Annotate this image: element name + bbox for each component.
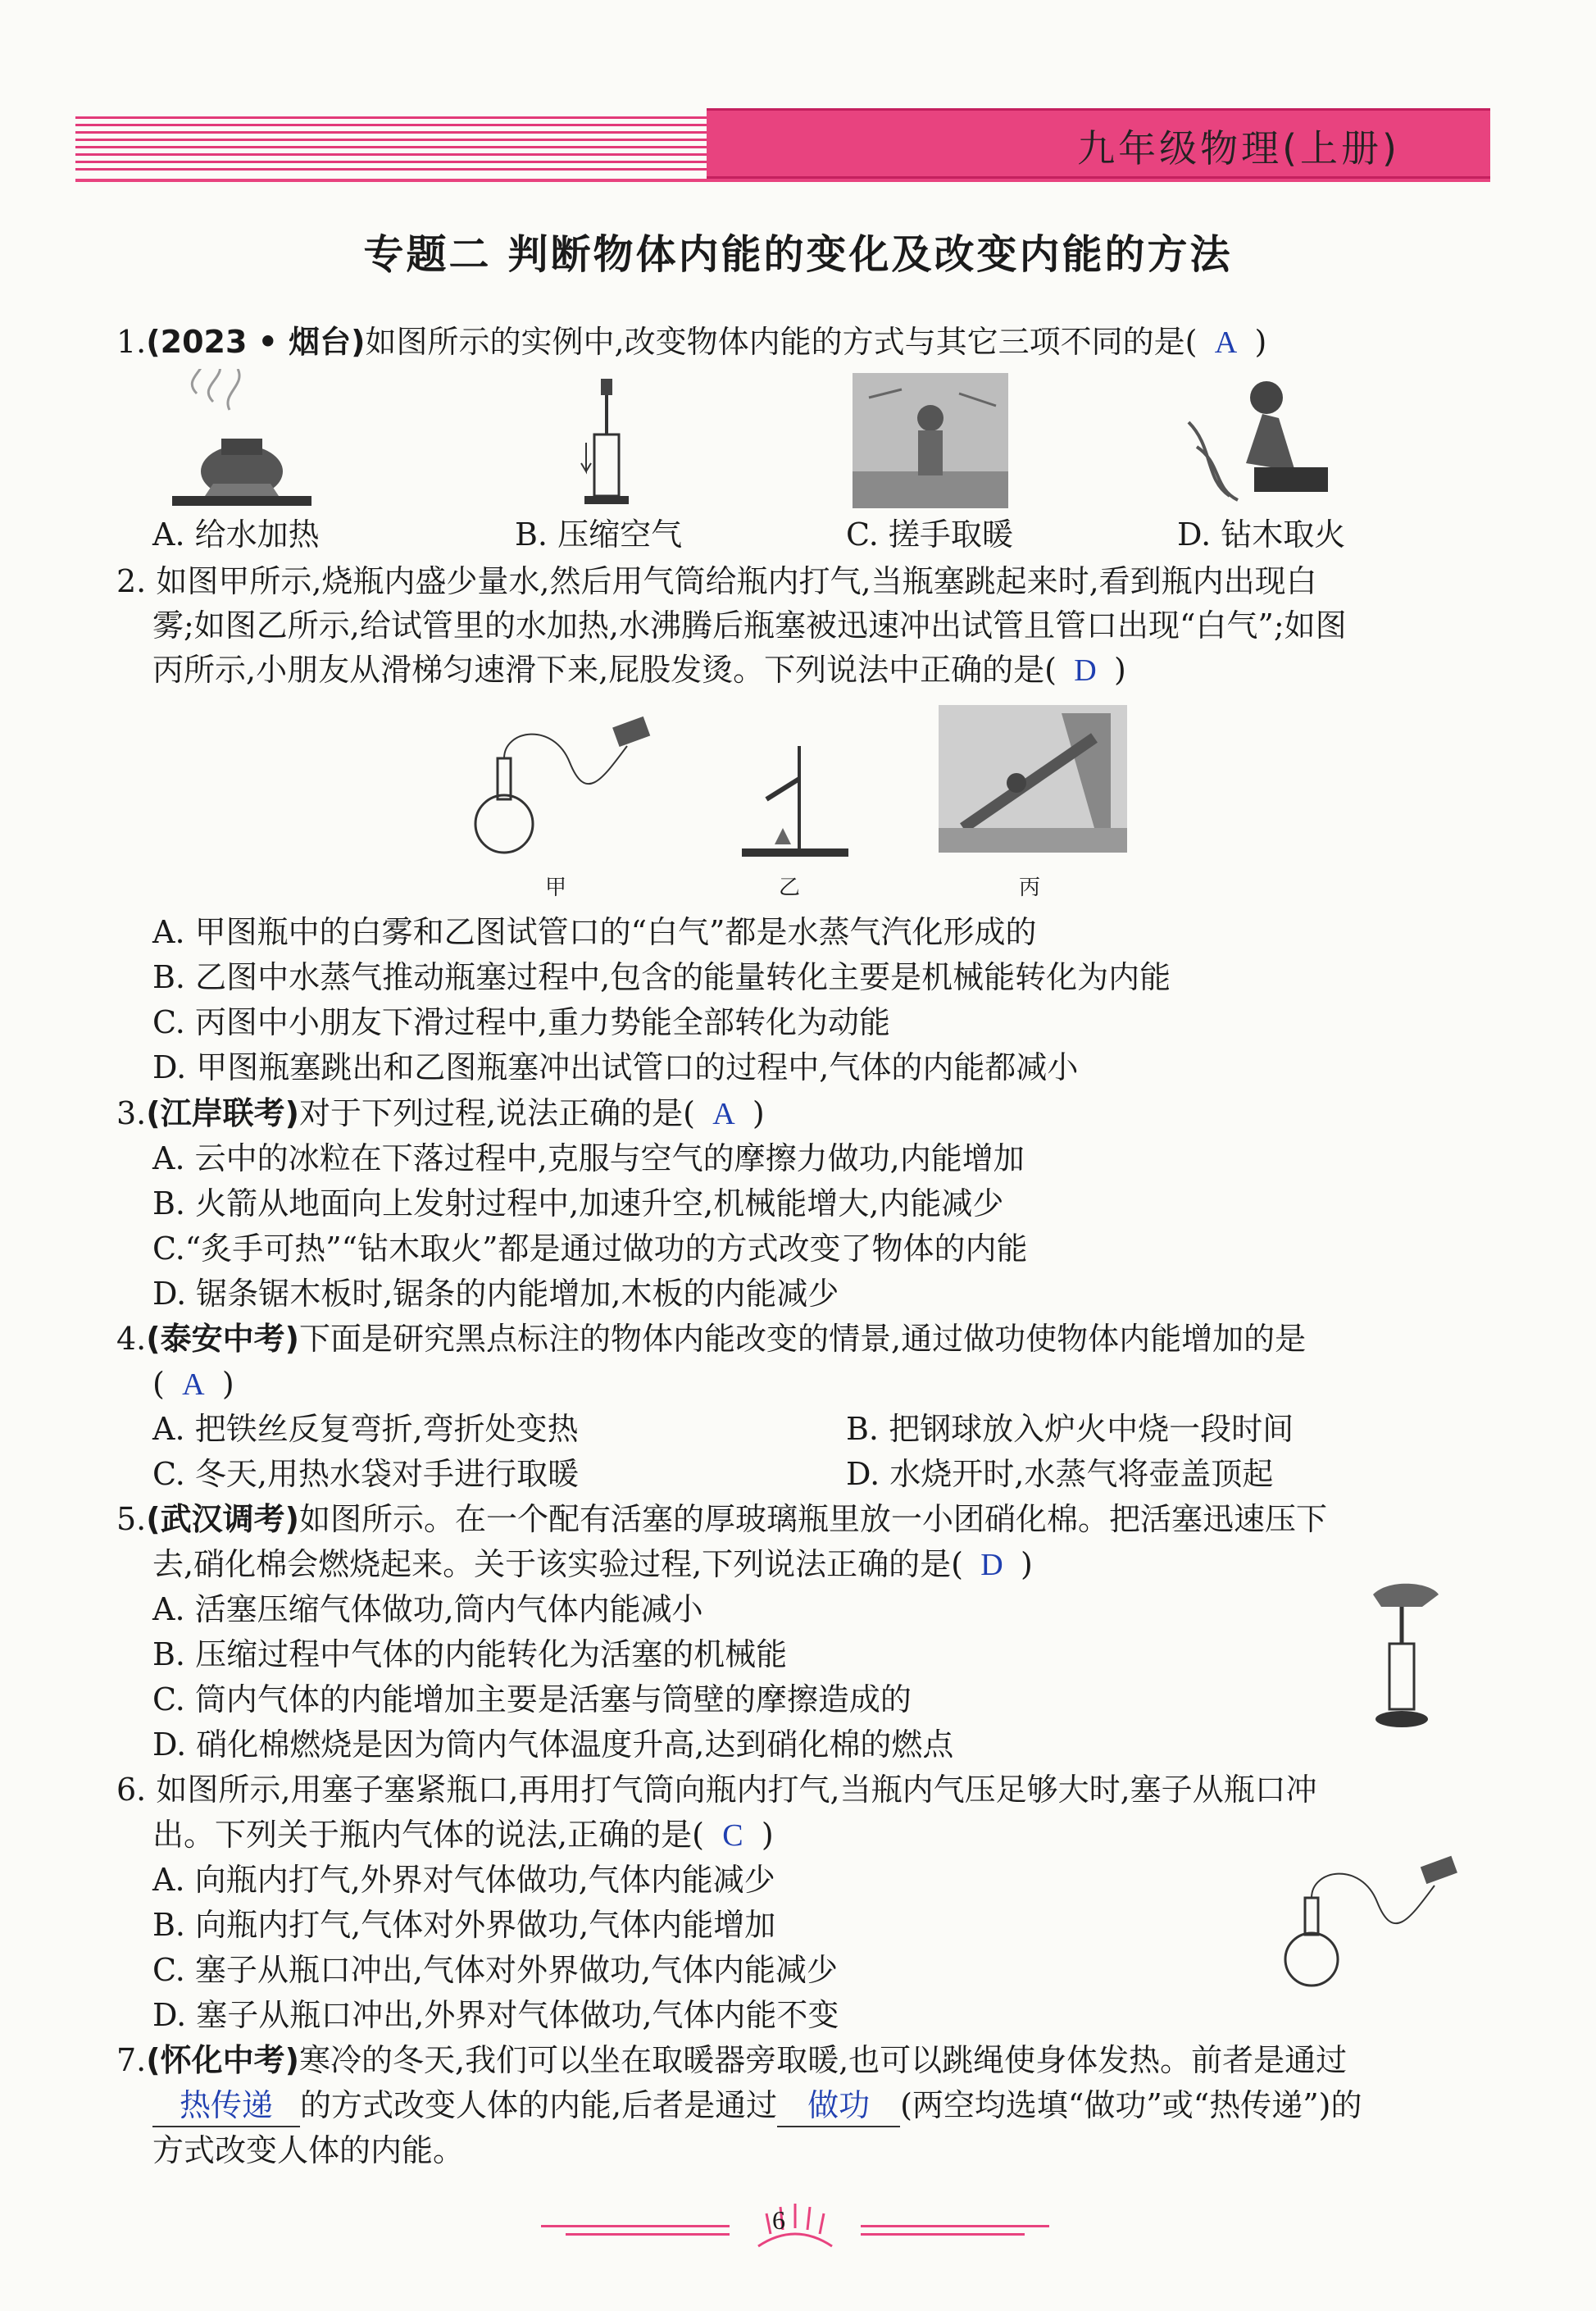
paren-close: ) — [1114, 652, 1126, 688]
answer: C — [722, 1818, 743, 1853]
paren-close: ) — [1254, 324, 1267, 360]
figure-kettle — [172, 369, 311, 508]
figure-flask-pump-2 — [1275, 1853, 1459, 1992]
question-source: (武汉调考) — [146, 1501, 300, 1537]
figure-compression-cylinder — [578, 377, 635, 508]
question-3-stem — [116, 1093, 765, 1135]
option: B. 向瓶内打气,气体对外界做功,气体内能增加 — [152, 1907, 776, 1943]
caption: 乙 — [779, 876, 801, 900]
answer: A — [712, 1097, 735, 1131]
figure-piston-cylinder — [1357, 1578, 1447, 1734]
question-text: 如图所示。在一个配有活塞的厚玻璃瓶里放一小团硝化棉。把活塞迅速压下 — [299, 1501, 1328, 1537]
question-number: 4. — [116, 1321, 147, 1357]
option: D. 甲图瓶塞跳出和乙图瓶塞冲出试管口的过程中,气体的内能都减小 — [152, 1049, 1079, 1085]
question-7-line — [152, 2085, 1362, 2127]
question-text: 如图所示的实例中,改变物体内能的方式与其它三项不同的是( — [365, 324, 1198, 360]
question-6-line — [152, 1814, 774, 1856]
footer-line — [861, 2233, 1025, 2236]
question-1-stem — [116, 321, 1266, 363]
question-text: 的方式改变人体的内能,后者是通过 — [300, 2087, 778, 2123]
question-source: (怀化中考) — [146, 2042, 300, 2078]
answer: A — [1214, 325, 1238, 360]
question-4-answer-line — [152, 1363, 234, 1405]
question-source: (泰安中考) — [146, 1321, 300, 1357]
question-4-stem — [116, 1318, 1306, 1359]
question-text: 丙所示,小朋友从滑梯匀速滑下来,屁股发烫。下列说法中正确的是( — [152, 652, 1057, 688]
option: B. 压缩空气 — [515, 516, 683, 553]
answer: D — [1074, 653, 1097, 688]
option: B. 火箭从地面向上发射过程中,加速升空,机械能增大,内能减少 — [152, 1185, 1004, 1221]
figure-flask-pump — [463, 713, 652, 861]
option: B. 压缩过程中气体的内能转化为活塞的机械能 — [152, 1636, 788, 1672]
question-2-line: 2. 如图甲所示,烧瓶内盛少量水,然后用气筒给瓶内打气,当瓶塞跳起来时,看到瓶内出现白 — [116, 563, 1317, 599]
question-7-stem — [116, 2040, 1347, 2081]
question-number: 3. — [116, 1095, 147, 1131]
question-source: (2023 • 烟台) — [146, 324, 366, 360]
paren-close: ) — [761, 1817, 774, 1853]
question-number: 1. — [116, 324, 147, 360]
question-text: 去,硝化棉会燃烧起来。关于该实验过程,下列说法正确的是( — [152, 1546, 963, 1582]
caption: 甲 — [545, 876, 567, 900]
option: D. 塞子从瓶口冲出,外界对气体做功,气体内能不变 — [152, 1997, 839, 2033]
page-footer — [541, 2197, 1049, 2263]
question-text: (两空均选填“做功”或“热传递”)的 — [900, 2087, 1362, 2123]
question-text: 下面是研究黑点标注的物体内能改变的情景,通过做功使物体内能增加的是 — [299, 1321, 1307, 1357]
question-source: (江岸联考) — [146, 1095, 300, 1131]
question-7-line: 方式改变人体的内能。 — [152, 2132, 465, 2168]
question-5-line — [152, 1544, 1033, 1585]
paren-close: ) — [752, 1095, 765, 1131]
option: C. 丙图中小朋友下滑过程中,重力势能全部转化为动能 — [152, 1004, 890, 1040]
figure-test-tube-stand — [734, 738, 857, 861]
option: A. 向瓶内打气,外界对气体做功,气体内能减少 — [152, 1862, 775, 1898]
footer-line — [541, 2225, 730, 2227]
option: D. 锯条锯木板时,锯条的内能增加,木板的内能减少 — [152, 1276, 839, 1312]
fill-blank-answer: 热传递 — [152, 2085, 300, 2127]
option: C. 搓手取暖 — [846, 516, 1013, 553]
fill-blank-answer: 做功 — [777, 2085, 900, 2127]
question-6-line: 6. 如图所示,用塞子塞紧瓶口,再用打气筒向瓶内打气,当瓶内气压足够大时,塞子从瓶口冲 — [116, 1772, 1317, 1808]
question-text: 寒冷的冬天,我们可以坐在取暖器旁取暖,也可以跳绳使身体发热。前者是通过 — [299, 2042, 1348, 2078]
header-banner — [707, 108, 1490, 179]
option: C.“炙手可热”“钻木取火”都是通过做功的方式改变了物体的内能 — [152, 1231, 1028, 1267]
option: A. 云中的冰粒在下落过程中,克服与空气的摩擦力做功,内能增加 — [152, 1140, 1025, 1176]
paren-close: ) — [1021, 1546, 1033, 1582]
option: C. 塞子从瓶口冲出,气体对外界做功,气体内能减少 — [152, 1952, 839, 1988]
footer-line — [861, 2225, 1049, 2227]
caption: 丙 — [1019, 876, 1041, 900]
option: C. 冬天,用热水袋对手进行取暖 — [152, 1456, 579, 1492]
option: A. 甲图瓶中的白雾和乙图试管口的“白气”都是水蒸气汽化形成的 — [152, 914, 1037, 950]
option: D. 钻木取火 — [1177, 516, 1346, 553]
question-number: 5. — [116, 1501, 147, 1537]
option: C. 筒内气体的内能增加主要是活塞与筒壁的摩擦造成的 — [152, 1681, 912, 1717]
option: D. 水烧开时,水蒸气将壶盖顶起 — [846, 1456, 1274, 1492]
figure-slide — [939, 705, 1127, 853]
answer: D — [980, 1548, 1003, 1582]
question-text: 出。下列关于瓶内气体的说法,正确的是( — [152, 1817, 704, 1853]
option: B. 乙图中水蒸气推动瓶塞过程中,包含的能量转化主要是机械能转化为内能 — [152, 959, 1171, 995]
figure-drilling-wood — [1180, 373, 1328, 512]
paren-open: ( — [152, 1366, 165, 1402]
footer-flourish-icon — [746, 2197, 844, 2254]
header-stripes — [75, 116, 707, 171]
header-title: 九年级物理(上册) — [1077, 126, 1400, 171]
footer-line — [566, 2233, 730, 2236]
answer: A — [182, 1367, 205, 1402]
header-underline — [75, 179, 1490, 182]
option: D. 硝化棉燃烧是因为筒内气体温度升高,达到硝化棉的燃点 — [152, 1726, 954, 1763]
question-2-line — [152, 649, 1126, 691]
figure-rubbing-hands — [853, 373, 1008, 508]
question-5-stem — [116, 1499, 1327, 1540]
option: A. 把铁丝反复弯折,弯折处变热 — [152, 1411, 579, 1447]
page-header — [75, 108, 1490, 179]
paren-close: ) — [221, 1366, 234, 1402]
option: A. 活塞压缩气体做功,筒内气体内能减小 — [152, 1591, 703, 1627]
option: B. 把钢球放入炉火中烧一段时间 — [846, 1411, 1294, 1447]
question-number: 7. — [116, 2042, 147, 2078]
page-title: 专题二 判断物体内能的变化及改变内能的方法 — [363, 231, 1233, 278]
question-text: 对于下列过程,说法正确的是( — [299, 1095, 695, 1131]
option: A. 给水加热 — [152, 516, 320, 553]
question-2-line: 雾;如图乙所示,给试管里的水加热,水沸腾后瓶塞被迅速冲出试管且管口出现“白气”;如图 — [152, 607, 1347, 644]
page-number: 6 — [772, 2205, 785, 2235]
